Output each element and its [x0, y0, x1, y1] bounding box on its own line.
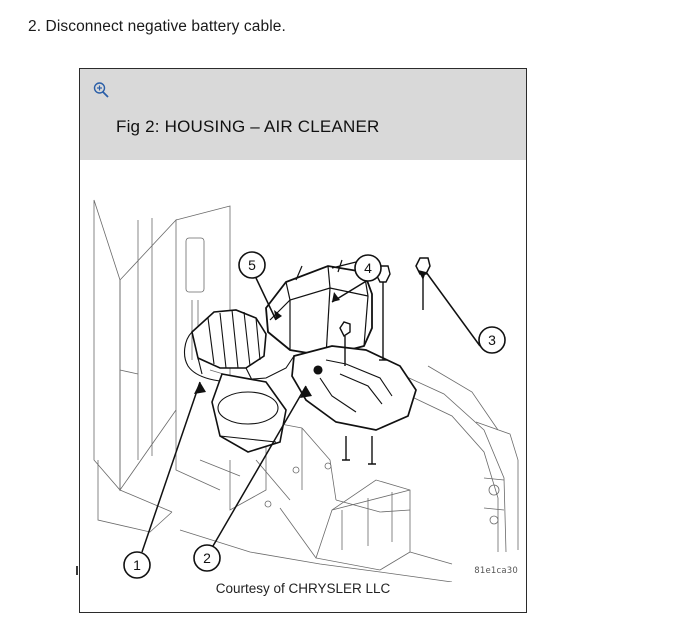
svg-text:1: 1: [133, 557, 141, 573]
figure-courtesy: Courtesy of CHRYSLER LLC: [215, 581, 391, 596]
svg-text:3: 3: [488, 332, 496, 348]
svg-text:4: 4: [364, 260, 372, 276]
magnifier-plus-icon[interactable]: [92, 81, 110, 99]
figure-bottom-rule: [79, 612, 527, 613]
figure-panel: [79, 68, 527, 613]
step-instruction: 2. Disconnect negative battery cable.: [28, 18, 286, 35]
figure-header: [80, 69, 526, 160]
air-cleaner-housing-diagram: [80, 160, 526, 582]
page-margin-tick: [76, 566, 78, 575]
svg-text:5: 5: [248, 257, 256, 273]
svg-text:2: 2: [203, 550, 211, 566]
figure-illustration: [80, 160, 526, 582]
figure-watermark: 81e1ca30: [474, 566, 518, 576]
figure-title: Fig 2: HOUSING – AIR CLEANER: [116, 117, 380, 136]
